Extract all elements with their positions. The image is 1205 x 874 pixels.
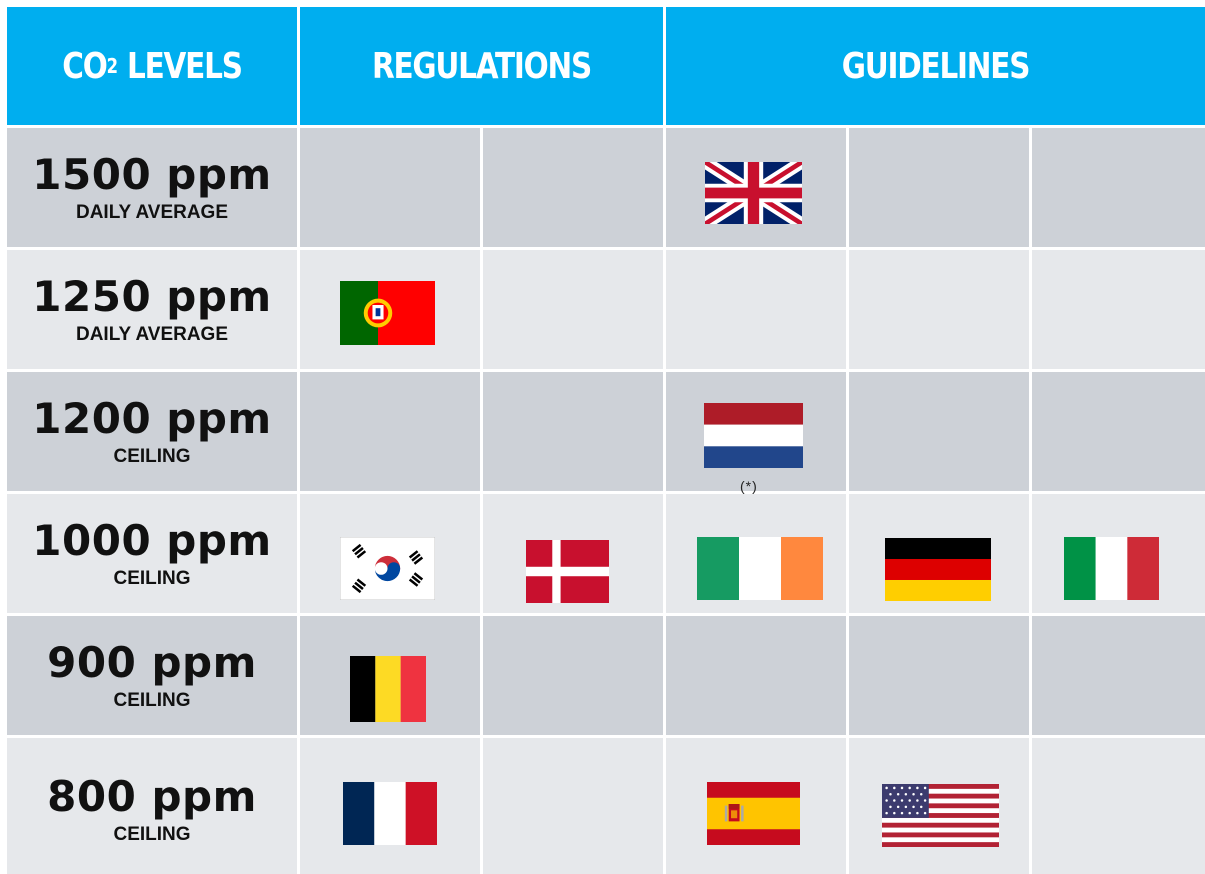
header-guidelines: GUIDELINES: [841, 45, 1030, 87]
germany-flag-icon: [885, 538, 991, 601]
column-divider: [480, 125, 483, 874]
level-cell-1500: [7, 128, 297, 247]
column-divider: [846, 125, 849, 874]
level-cell-1250: [7, 250, 297, 369]
header-co2-levels: [33, 7, 271, 125]
usa-flag-icon: [882, 784, 999, 847]
column-divider: [297, 125, 300, 874]
level-label: DAILY AVERAGE: [75, 201, 229, 223]
france-flag-icon: [343, 782, 437, 845]
denmark-flag-icon: [526, 540, 609, 603]
level-label: DAILY AVERAGE: [75, 323, 229, 345]
level-value: 800 ppm: [47, 771, 257, 821]
level-value: 1200 ppm: [32, 393, 272, 443]
header-divider: [663, 7, 666, 125]
level-value: 900 ppm: [47, 637, 257, 687]
header-regulations: REGULATIONS: [371, 45, 592, 87]
spain-flag-icon: [707, 782, 800, 845]
italy-flag-icon: [1064, 537, 1159, 600]
level-label: CEILING: [113, 689, 191, 711]
header-co2-prefix: CO: [62, 45, 107, 87]
south-korea-flag-icon: [340, 537, 435, 600]
portugal-flag-icon: [340, 281, 435, 345]
row-divider: [7, 735, 1205, 738]
header-co2-suffix: LEVELS: [117, 45, 242, 87]
level-value: 1500 ppm: [32, 149, 272, 199]
header-co2-subscript: 2: [106, 54, 118, 78]
column-divider: [663, 125, 666, 874]
level-cell-900: [7, 616, 297, 735]
level-label: CEILING: [113, 567, 191, 589]
header-divider: [297, 7, 300, 125]
table-header: [7, 7, 1205, 125]
level-label: CEILING: [113, 823, 191, 845]
level-value: 1250 ppm: [32, 271, 272, 321]
level-cell-1000: [7, 494, 297, 613]
level-label: CEILING: [113, 445, 191, 467]
column-divider: [1029, 125, 1032, 874]
netherlands-flag-icon: [704, 403, 803, 468]
level-value: 1000 ppm: [32, 515, 272, 565]
netherlands-footnote: (*): [740, 478, 758, 494]
united-kingdom-flag-icon: [705, 162, 802, 224]
ireland-flag-icon: [697, 537, 823, 600]
level-cell-800: [7, 750, 297, 869]
level-cell-1200: [7, 372, 297, 491]
belgium-flag-icon: [350, 656, 426, 722]
